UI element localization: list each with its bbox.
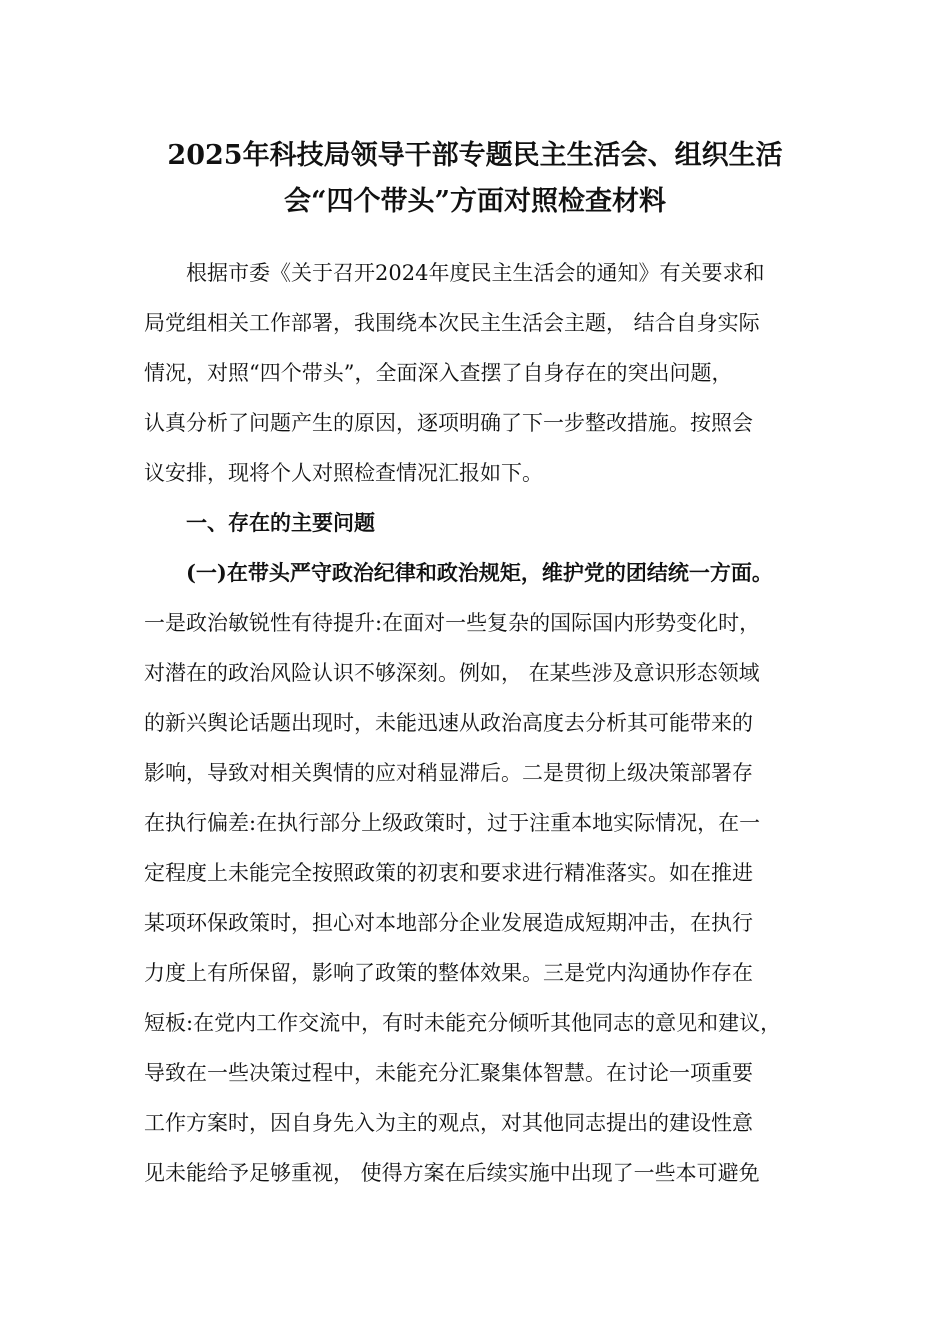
body-line: 影响，导致对相关舆情的应对稍显滞后。二是贯彻上级决策部署存: [144, 761, 753, 785]
subsection-heading: (一)在带头严守政治纪律和政治规矩，维护党的团结统一方面。: [186, 560, 773, 585]
intro-line: 根据市委《关于召开2024年度民主生活会的通知》有关要求和: [186, 261, 765, 285]
section-heading: 一、存在的主要问题: [186, 510, 375, 535]
body-line: 导致在一些决策过程中，未能充分汇聚集体智慧。在讨论一项重要: [144, 1061, 753, 1085]
document-title-line-1: 2025年科技局领导干部专题民主生活会、组织生活: [167, 140, 783, 171]
body-line: 见未能给予足够重视， 使得方案在后续实施中出现了一些本可避免: [144, 1161, 760, 1185]
body-line: 工作方案时，因自身先入为主的观点，对其他同志提出的建设性意: [144, 1111, 753, 1135]
body-line: 对潜在的政治风险认识不够深刻。例如， 在某些涉及意识形态领域: [144, 661, 760, 685]
document-title-line-2: 会“四个带头”方面对照检查材料: [283, 186, 667, 217]
body-line: 短板:在党内工作交流中，有时未能充分倾听其他同志的意见和建议，: [144, 1011, 782, 1035]
body-line: 定程度上未能完全按照政策的初衷和要求进行精准落实。如在推进: [144, 861, 753, 885]
body-line: 的新兴舆论话题出现时，未能迅速从政治高度去分析其可能带来的: [144, 711, 753, 735]
body-line: 在执行偏差:在执行部分上级政策时，过于注重本地实际情况，在一: [144, 811, 761, 835]
intro-line: 认真分析了问题产生的原因，逐项明确了下一步整改措施。按照会: [144, 411, 753, 435]
intro-line: 局党组相关工作部署，我围绕本次民主生活会主题， 结合自身实际: [144, 311, 760, 335]
body-line: 某项环保政策时，担心对本地部分企业发展造成短期冲击，在执行: [144, 911, 753, 935]
body-line: 力度上有所保留，影响了政策的整体效果。三是党内沟通协作存在: [144, 961, 753, 985]
intro-line: 议安排，现将个人对照检查情况汇报如下。: [144, 461, 543, 485]
body-line: 一是政治敏锐性有待提升:在面对一些复杂的国际国内形势变化时，: [144, 611, 761, 635]
intro-line: 情况，对照“四个带头”，全面深入查摆了自身存在的突出问题，: [144, 361, 733, 385]
